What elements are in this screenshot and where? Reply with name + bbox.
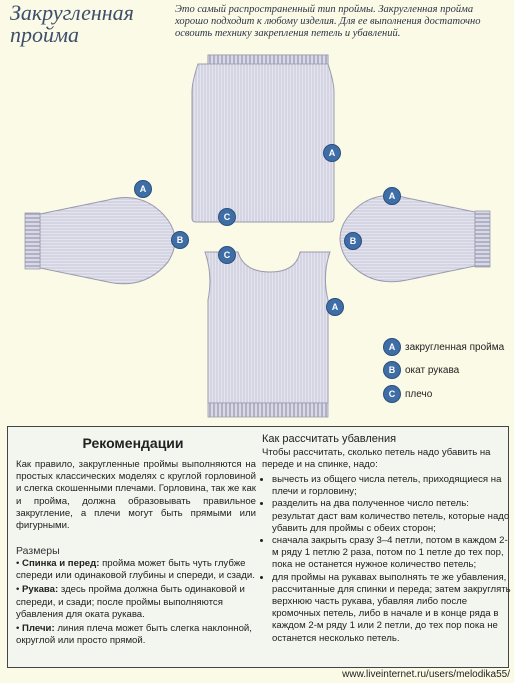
sizes-title: Размеры: [16, 545, 60, 557]
intro-text: Это самый распространенный тип проймы. Закругленная пройма хорошо подходит к любому изделия. Для ее выполнения достаточно освоить технику закрепления петель и убавлений.: [175, 4, 481, 39]
size-item: • Плечи: линия плеча может быть слегка наклонной, округлой или просто прямой.: [16, 623, 252, 647]
marker-c-back: C: [218, 208, 236, 226]
size-text: здесь пройма должна быть одинаковой и спереди, и сзади; после проймы выполняются убавления для оката рукава.: [16, 584, 245, 620]
size-item: • Спинка и перед: пройма может быть чуть глубже спереди или одинаковой глубины и спереди, и сзади.: [16, 558, 255, 582]
legend-marker: C: [383, 385, 401, 403]
legend-label: плечо: [405, 388, 433, 400]
marker-c-front: C: [218, 246, 236, 264]
marker-b-left-sleeve: B: [171, 231, 189, 249]
size-term: Спинка и перед:: [22, 558, 100, 569]
size-item: • Рукава: здесь пройма должна быть одинаковой и спереди, и сзади; после проймы выполняются убавления для оката рукава.: [16, 584, 245, 620]
decreases-title: Как рассчитать убавления: [262, 433, 397, 445]
list-item: • сначала закрыть сразу 3–4 петли, потом в каждом 2-м ряду 1 петлю 2 раза, потом по 1 петле до тех пор, пока не останется нужное количество петель;: [272, 535, 512, 572]
list-item: • вычесть из общего числа петель, приходящиеся на плечи и горловину;: [272, 474, 512, 498]
right-sleeve: [340, 196, 490, 282]
legend-label: окат рукава: [405, 364, 460, 376]
back-piece: [192, 55, 334, 222]
list-item: • разделить на два полученное число петель: результат даст вам количество петель, которые надо убавить для проймы с обеих сторон;: [272, 498, 512, 535]
marker-a-front: A: [326, 298, 344, 316]
marker-a-back: A: [323, 144, 341, 162]
size-text: пройма может быть чуть глубже спереди или одинаковой глубины и спереди, и сзади.: [16, 558, 255, 582]
recommendations-box: [7, 426, 509, 668]
sizes-list: [16, 558, 256, 649]
legend-marker: A: [383, 338, 401, 356]
legend-item-armhole: [383, 338, 504, 356]
page-title: Закругленная пройма: [10, 0, 134, 47]
list-item: • для проймы на рукавах выполнять те же убавления, рассчитанные для спинки и переда; затем закруглять верхнюю часть рукава, убавляя либо после кромочных петель, либо в начале и в конце ряда в каждом 2-м ряду 1 или 2 петли, до тех пор пока не останется несколько петель.: [272, 572, 512, 645]
legend-label: закругленная пройма: [405, 341, 505, 353]
marker-a-right-sleeve: A: [383, 187, 401, 205]
legend-item-shoulder: [383, 385, 432, 403]
legend-item-sleeve-cap: [383, 361, 459, 379]
marker-b-right-sleeve: B: [344, 232, 362, 250]
legend-marker: B: [383, 361, 401, 379]
size-term: Плечи:: [22, 623, 55, 635]
size-term: Рукава:: [22, 584, 59, 596]
recommendations-intro: Как правило, закругленные проймы выполняются на простых классических моделях с круглой горловиной и слегка скошенными плечами. Горловина, так же как и пройма, должна образовывать правильное закругление, а плечи могут быть прямыми или фигурными.: [16, 459, 256, 532]
left-sleeve: [25, 198, 175, 284]
source-url: www.liveinternet.ru/users/melodika55/: [342, 669, 510, 680]
recommendations-title: Рекомендации: [82, 435, 184, 451]
marker-a-left-sleeve: A: [134, 180, 152, 198]
front-piece: [205, 252, 330, 417]
size-text: линия плеча может быть слегка наклонной, округлой или просто прямой.: [16, 623, 252, 647]
decreases-steps: [262, 474, 512, 645]
decreases-intro: Чтобы рассчитать, сколько петель надо убавить на переде и на спинке, надо:: [262, 447, 491, 471]
